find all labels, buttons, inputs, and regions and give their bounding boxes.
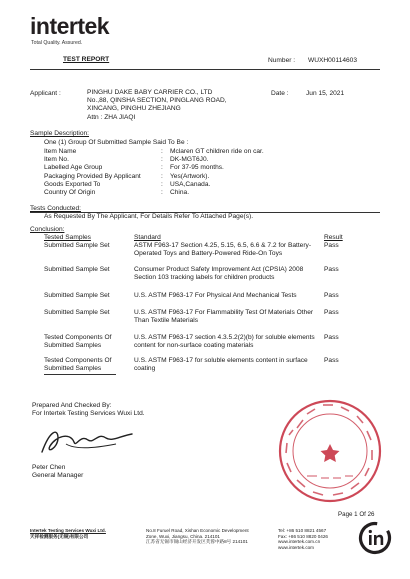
row-sample: Submitted Sample Set (44, 242, 110, 249)
sample-value: For 37-95 months. (170, 164, 224, 172)
col-tested-samples: Tested Samples (44, 234, 91, 241)
applicant-line: No.,88, QINSHA SECTION, PINGLANG ROAD, (87, 97, 227, 105)
company-seal-icon (277, 398, 383, 504)
footer-address (146, 528, 249, 545)
applicant-label: Applicant : (30, 90, 61, 97)
row-result: Pass (324, 334, 339, 341)
col-standard: Standard (134, 234, 161, 241)
applicant-line: PINGHU DAKE BABY CARRIER CO., LTD (87, 89, 213, 96)
signatory-title: General Manager (32, 472, 84, 479)
footer-address-cn: 江苏省无锡市锡山经济开发区芙蓉中路8号 214101 (146, 539, 248, 545)
row-standard: Consumer Product Safety Improvement Act (CPSIA) 2008 Section 103 tracking labels for children products (134, 266, 304, 282)
footer-web: www.intertek.com.cn (278, 539, 321, 545)
row-standard: ASTM F963-17 Section 4.25, 5.15, 6.5, 6.6 & 7.2 for Battery- Operated Toys and Battery-Powered Ride-On Toys (134, 242, 312, 258)
prepared-by: Prepared And Checked By: (32, 402, 112, 409)
row-sample: Submitted Sample Set (44, 309, 110, 316)
sample-key: Packaging Provided By Applicant (44, 172, 141, 180)
footer-web2: www.intertek.com (278, 544, 314, 550)
footer-address-en1: No.8 Furuel Road, Xishan Economic Development (146, 528, 249, 533)
sample-value: China. (170, 189, 190, 197)
sample-heading: Sample Description: (30, 130, 90, 137)
samples-underline (44, 374, 116, 375)
sample-value: DK-MGT6J0. (170, 156, 209, 164)
row-result: Pass (324, 309, 339, 316)
page-number: Page 1 Of 26 (338, 511, 375, 518)
header-divider (30, 69, 380, 70)
applicant-block (87, 89, 227, 122)
tests-heading: Tests Conducted: (30, 205, 81, 212)
report-number-label: Number : (268, 57, 296, 64)
tests-text: As Requested By The Applicant, For Details Refer To Attached Page(s). (44, 213, 254, 220)
row-sample: Tested Components Of Submitted Samples (44, 334, 112, 350)
sample-field-colons: : : : : : : (161, 148, 163, 197)
sample-value: USA,Canada. (170, 180, 211, 188)
sample-key: Item No. (44, 156, 69, 164)
footer-company-cn: 天祥检测服务(无锡)有限公司 (30, 533, 89, 539)
sample-key: Country Of Origin (44, 189, 96, 197)
row-sample: Submitted Sample Set (44, 292, 110, 299)
applicant-line: XINCANG, PINGHU ZHEJIANG (87, 105, 181, 113)
footer-fax: Fax: +86 510 8820 0426 (278, 533, 328, 539)
footer-tel: Tel: +86 510 8821 4567 (278, 528, 327, 533)
row-result: Pass (324, 266, 339, 273)
row-standard: U.S. ASTM F963-17 For Physical And Mechanical Tests (134, 292, 297, 299)
row-result: Pass (324, 357, 339, 364)
footer-company-en: Intertek Testing Services Wuxi Ltd. (30, 528, 106, 533)
sample-key: Item Name (44, 148, 77, 155)
sample-value: Mclaren GT children ride on car. (170, 148, 264, 155)
sample-field-keys (44, 148, 141, 197)
sample-key: Goods Exported To (44, 180, 101, 188)
signatory-name: Peter Chen (32, 464, 66, 471)
footer-contact (278, 528, 328, 550)
footer-address-en2: Zone, Wuxi, Jiangsu, China. 214101 (146, 533, 220, 539)
date-label: Date : (271, 90, 289, 97)
row-standard: U.S. ASTM F963-17 section 4.3.5.2(2)(b) for soluble elements content for non-surface coating materials (134, 334, 315, 350)
logo-tagline: Total Quality. Assured. (31, 40, 83, 46)
row-standard: U.S. ASTM F963-17 for soluble elements content in surface coating (134, 357, 308, 373)
applicant-line: Attn : ZHA JIAQI (87, 113, 136, 121)
conclusion-heading: Conclusion: (30, 226, 65, 233)
col-result: Result (324, 234, 343, 241)
signature-icon (36, 424, 146, 460)
report-number: WUXH00114603 (308, 57, 357, 64)
row-result: Pass (324, 242, 339, 249)
sample-intro: One (1) Group Of Submitted Sample Said To Be : (44, 139, 189, 146)
report-date: Jun 15, 2021 (306, 90, 345, 97)
sample-value: Yes(Artwork). (170, 172, 210, 180)
intertek-roundel-icon (358, 521, 392, 555)
row-sample: Tested Components Of Submitted Samples (44, 357, 112, 373)
sample-field-values (170, 148, 264, 197)
prepared-company: For Intertek Testing Services Wuxi Ltd. (32, 410, 145, 417)
intertek-logo: intertek (30, 13, 110, 39)
row-result: Pass (324, 292, 339, 299)
report-title: TEST REPORT (63, 56, 110, 63)
sample-key: Labelled Age Group (44, 164, 103, 172)
row-sample: Submitted Sample Set (44, 266, 110, 273)
footer-company (30, 528, 106, 539)
row-standard: U.S. ASTM F963-17 For Flammability Test Of Materials Other Than Textile Materials (134, 309, 314, 325)
